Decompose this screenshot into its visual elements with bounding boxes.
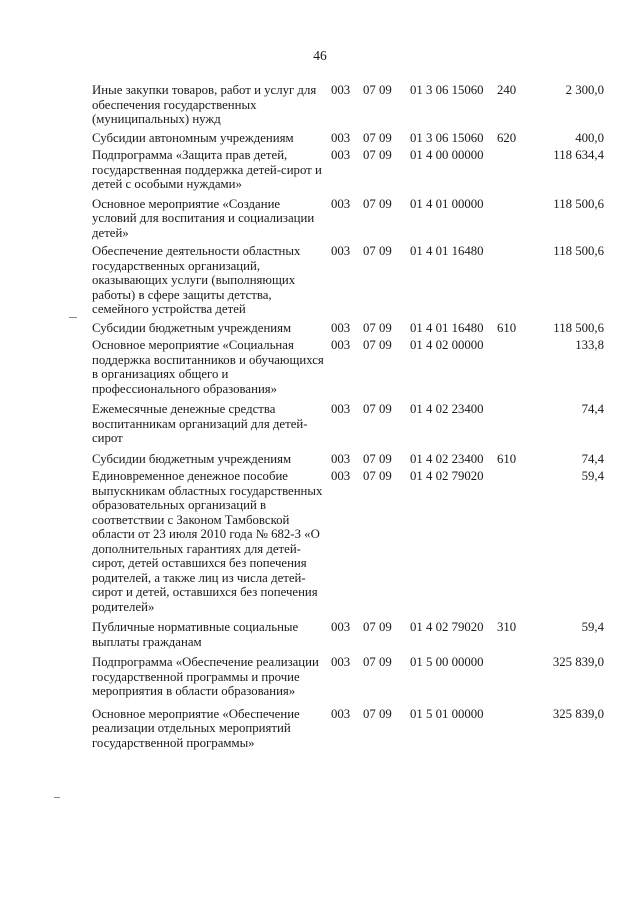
- row-name: Подпрограмма «Защита прав детей, государственная поддержка детей-сирот и детей с особыми нуждами»: [92, 148, 322, 191]
- table-row: [0, 402, 640, 446]
- row-amount: 400,0: [575, 130, 604, 145]
- row-grbs: 003: [331, 402, 351, 416]
- row-csr: 01 4 02 23400: [410, 402, 484, 416]
- row-amount: 2 300,0: [565, 83, 604, 97]
- row-name: Основное мероприятие «Обеспечение реализации отдельных мероприятий государственной программы»: [92, 706, 300, 750]
- row-name: Субсидии бюджетным учреждениям: [92, 451, 292, 466]
- table-row: [0, 131, 640, 146]
- row-rz-pr: 07 09: [363, 83, 392, 97]
- row-rz-pr: 07 09: [363, 706, 392, 721]
- scan-mark: [69, 317, 77, 318]
- row-name: Обеспечение деятельности областных государственных организаций, оказывающих услуги (выполняющих работы) в сфере защиты детства, семейного устройства детей: [92, 244, 301, 316]
- row-name: Субсидии автономным учреждениям: [92, 130, 294, 145]
- row-grbs: 003: [331, 451, 351, 466]
- row-name: Основное мероприятие «Создание условий для воспитания и социализации детей»: [92, 196, 315, 240]
- row-grbs: 003: [331, 244, 351, 258]
- row-amount: 118 500,6: [553, 244, 604, 258]
- row-csr: 01 3 06 15060: [410, 130, 484, 145]
- row-vr: 240: [497, 83, 517, 97]
- row-csr: 01 4 01 16480: [410, 320, 484, 335]
- row-grbs: 003: [331, 130, 351, 145]
- table-row: [0, 469, 640, 614]
- row-csr: 01 4 01 00000: [410, 196, 484, 211]
- row-csr: 01 4 02 79020: [410, 620, 484, 634]
- row-grbs: 003: [331, 196, 351, 211]
- row-amount: 133,8: [575, 338, 604, 352]
- row-vr: 610: [497, 320, 517, 335]
- row-name: Основное мероприятие «Социальная поддержка воспитанников и обучающихся в организациях общего и профессионального образования»: [92, 338, 324, 396]
- table-row: [0, 620, 640, 649]
- table-row: [0, 338, 640, 396]
- row-grbs: 003: [331, 655, 351, 669]
- row-rz-pr: 07 09: [363, 148, 392, 162]
- row-vr: 620: [497, 130, 517, 145]
- table-row: [0, 148, 640, 192]
- row-amount: 74,4: [581, 402, 604, 416]
- row-rz-pr: 07 09: [363, 451, 392, 466]
- row-name: Подпрограмма «Обеспечение реализации государственной программы и прочие мероприятия в области образования»: [92, 655, 319, 698]
- table-row: [0, 244, 640, 317]
- scan-mark: [54, 797, 60, 798]
- row-amount: 59,4: [581, 620, 604, 634]
- row-vr: 310: [497, 620, 517, 634]
- row-amount: 118 500,6: [553, 320, 604, 335]
- row-csr: 01 3 06 15060: [410, 83, 484, 97]
- row-amount: 325 839,0: [552, 706, 604, 721]
- table-row: [0, 707, 640, 751]
- table-row: [0, 83, 640, 127]
- table-row: [0, 197, 640, 241]
- row-grbs: 003: [331, 83, 351, 97]
- row-grbs: 003: [331, 148, 351, 162]
- table-row: [0, 655, 640, 699]
- row-name: Публичные нормативные социальные выплаты гражданам: [92, 620, 299, 649]
- row-name: Иные закупки товаров, работ и услуг для обеспечения государственных (муниципальных) нужд: [92, 83, 317, 126]
- row-csr: 01 5 00 00000: [410, 655, 484, 669]
- row-grbs: 003: [331, 706, 351, 721]
- row-amount: 74,4: [581, 451, 604, 466]
- row-grbs: 003: [331, 620, 351, 634]
- row-rz-pr: 07 09: [363, 196, 392, 211]
- row-rz-pr: 07 09: [363, 320, 392, 335]
- row-amount: 59,4: [581, 469, 604, 483]
- row-grbs: 003: [331, 320, 351, 335]
- row-csr: 01 4 02 23400: [410, 451, 484, 466]
- row-csr: 01 4 01 16480: [410, 244, 484, 258]
- row-rz-pr: 07 09: [363, 338, 392, 352]
- row-rz-pr: 07 09: [363, 130, 392, 145]
- row-csr: 01 5 01 00000: [410, 706, 484, 721]
- row-name: Субсидии бюджетным учреждениям: [92, 320, 292, 335]
- row-name: Ежемесячные денежные средства воспитанникам организаций для детей-сирот: [92, 402, 308, 445]
- page-number: 46: [313, 48, 327, 63]
- row-amount: 118 634,4: [553, 148, 604, 162]
- row-csr: 01 4 02 00000: [410, 338, 484, 352]
- row-rz-pr: 07 09: [363, 655, 392, 669]
- row-rz-pr: 07 09: [363, 402, 392, 416]
- row-rz-pr: 07 09: [363, 244, 392, 258]
- row-name: Единовременное денежное пособие выпускникам областных государственных образовательных организаций в соответствии с Законом Тамбовской области от 23 июля 2010 года № 682-З «О дополнительных гарантиях для детей-сирот, детей оставшихся без попечения родителей, а также лиц из числа детей-сирот и детей, оставшихся без попечения родителей»: [92, 469, 323, 614]
- row-grbs: 003: [331, 469, 351, 483]
- budget-table: [0, 83, 640, 750]
- row-csr: 01 4 00 00000: [410, 148, 484, 162]
- row-rz-pr: 07 09: [363, 469, 392, 483]
- row-csr: 01 4 02 79020: [410, 469, 484, 483]
- row-rz-pr: 07 09: [363, 620, 392, 634]
- table-row: [0, 452, 640, 467]
- table-row: [0, 321, 640, 336]
- row-amount: 118 500,6: [553, 196, 604, 211]
- row-grbs: 003: [331, 338, 351, 352]
- row-amount: 325 839,0: [552, 655, 604, 669]
- row-vr: 610: [497, 451, 517, 466]
